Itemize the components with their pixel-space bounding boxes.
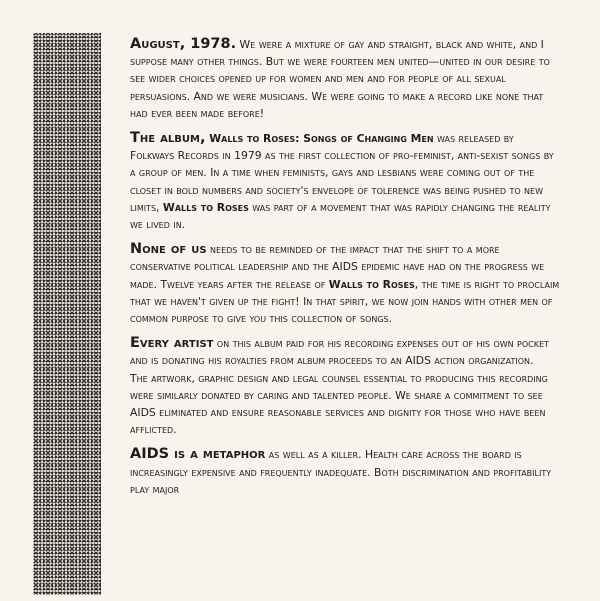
bold-title-text: Walls to Roses: Songs of Changing Men <box>205 132 434 146</box>
paragraph <box>130 335 560 438</box>
paragraph-lead: None of us <box>130 241 207 258</box>
bold-title-text: Walls to Roses <box>162 200 249 214</box>
paragraph <box>130 241 560 327</box>
body-text: was part of a movement that was rapidly changing the reality we lived in. <box>130 200 551 232</box>
paragraph-lead: Every artist <box>130 335 214 352</box>
paragraph-lead: August, 1978. <box>130 36 237 52</box>
body-text: as well as a killer. Health care across the board is increasingly expensive and frequently inadequate. Both discrimination and profitability play major <box>130 448 552 496</box>
paragraph-lead: The album, <box>130 130 206 147</box>
body-text: needs to be reminded of the impact that the shift to a more conservative political leadership and the AIDS epidemic have had on the progress we made. Twelve years after the release of <box>130 243 545 291</box>
halftone-strip <box>33 33 101 595</box>
paragraph-lead: AIDS is a metaphor <box>130 446 266 463</box>
liner-notes-text <box>130 36 560 506</box>
paragraph <box>130 36 560 122</box>
body-text: The artwork, graphic design and legal counsel essential to producing this recording were similarly donated by caring and talented people. We share a commitment to see AIDS eliminated and ensure reasonable services and dignity for those who have been afflicted. <box>130 371 548 437</box>
bold-title-text: Walls to Roses <box>328 277 415 291</box>
body-text: We were a mixture of gay and straight, black and white, and I suppose many other things. But we were fourteen men united—united in our desire to see wider choices opened up for women and men and for people of all sexual persuasions. And we were musicians. We were going to make a record like none that had ever been made before! <box>130 38 550 120</box>
body-text: , the time is right to proclaim that we haven't given up the fight! In that spirit, we now join hands with other men of common purpose to give you this collection of songs. <box>130 277 560 326</box>
paragraph <box>130 446 560 498</box>
body-text: on this album paid for his recording expenses out of his own pocket and is donating his royalties from album proceeds to an AIDS action organization. <box>130 337 549 368</box>
body-text: was released by Folkways Records in 1979 as the first collection of pro-feminist, anti-sexist songs by a group of men. In a time when feminists, gays and lesbians were coming out of the closet in bold numbers and society's envelope of tolerence was being pushed to new limits, <box>130 132 554 214</box>
paragraph <box>130 130 560 233</box>
